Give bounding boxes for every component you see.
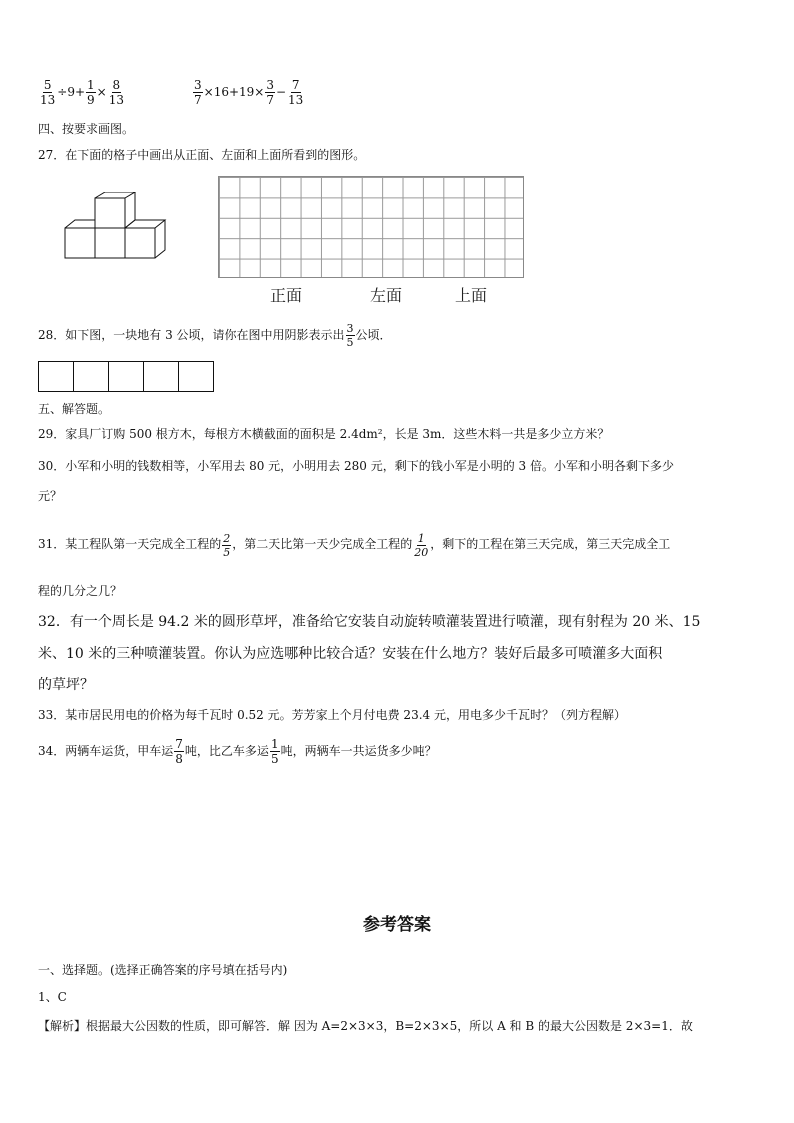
question-32-cont: 米、10 米的三种喷灌装置。你认为应选哪种比较合适？安装在什么地方？装好后最多可喷灌多大面积: [38, 646, 663, 662]
fraction: $\frac{3}{7}$: [194, 78, 202, 107]
fraction: $\frac{3}{5}$: [346, 322, 354, 349]
question-33: 33．某市居民用电的价格为每千瓦时 0.52 元。芳芳家上个月付电费 23.4 元，用电多少千瓦时？（列方程解）: [38, 708, 626, 722]
land-cell[interactable]: [38, 361, 74, 392]
fraction: $\frac{2}{5}$: [223, 532, 231, 559]
land-cell[interactable]: [73, 361, 109, 392]
fraction: $\frac{1}{9}$: [87, 78, 95, 107]
expression-row: [38, 78, 126, 107]
question-31-cont: 程的几分之几？: [38, 584, 123, 598]
analysis-1: 【解析】根据最大公因数的性质，即可解答．解 因为 A=2×3×3，B=2×3×5，所以 A 和 B 的最大公因数是 2×3=1．故: [38, 1019, 693, 1033]
land-cell[interactable]: [143, 361, 179, 392]
fraction: $\frac{1}{5}$: [270, 737, 279, 766]
answer-1: 1、C: [38, 990, 67, 1004]
operator: ×: [96, 85, 107, 99]
question-32: 32．有一个周长是 94.2 米的圆形草坪，准备给它安装自动旋转喷灌装置进行喷灌，现有射程为 20 米、15: [38, 614, 701, 630]
operator: ×16+19×: [203, 85, 265, 99]
fraction: $\frac{1}{20}$: [414, 532, 429, 559]
answers-title: 参考答案: [363, 915, 431, 935]
answers-section-1: 一、选择题。(选择正确答案的序号填在括号内): [38, 963, 288, 977]
section-4-heading: 四、按要求画图。: [38, 122, 135, 136]
land-cells: [38, 361, 213, 392]
cube-figure: [60, 192, 170, 262]
section-5-heading: 五、解答题。: [38, 402, 111, 416]
land-cell[interactable]: [178, 361, 214, 392]
question-29: 29．家具厂订购 500 根方木，每根方木横截面的面积是 2.4dm²，长是 3m．这些木料一共是多少立方米？: [38, 427, 610, 441]
land-cell[interactable]: [108, 361, 144, 392]
question-30: 30．小军和小明的钱数相等，小军用去 80 元，小明用去 280 元，剩下的钱小军是小明的 3 倍。小军和小明各剩下多少: [38, 459, 674, 473]
fraction: $\frac{3}{7}$: [266, 78, 274, 107]
question-31: 31．某工程队第一天完成全工程的 $\frac{2}{5}$ ，第二天比第一天少完成全工程的 $\frac{1}{20}$ ，剩下的工程在第三天完成，第三天完成全工: [38, 532, 671, 559]
view-label-front: 正面: [270, 286, 303, 305]
expression-row-2: [192, 78, 305, 107]
question-28: 28．如下图，一块地有 3 公顷，请你在图中用阴影表示出 $\frac{3}{5}$ 公顷．: [38, 322, 392, 349]
fraction: $\frac{8}{13}$: [108, 78, 125, 107]
question-30-cont: 元？: [38, 489, 63, 503]
fraction: $\frac{5}{13}$: [40, 78, 56, 107]
question-27: 27．在下面的格子中画出从正面、左面和上面所看到的图形。: [38, 148, 366, 162]
question-34: 34．两辆车运货，甲车运 $\frac{7}{8}$ 吨，比乙车多运 $\frac{1}{5}$ 吨，两辆车一共运货多少吨？: [38, 737, 437, 766]
view-label-left: 左面: [370, 286, 403, 305]
fraction: $\frac{7}{8}$: [175, 737, 183, 766]
question-32-cont2: 的草坪？: [38, 677, 94, 693]
operator: −: [275, 85, 287, 99]
fraction: $\frac{7}{13}$: [288, 78, 304, 107]
operator: ÷9+: [57, 85, 86, 99]
drawing-grid[interactable]: [218, 176, 524, 278]
view-label-top: 上面: [455, 286, 488, 305]
